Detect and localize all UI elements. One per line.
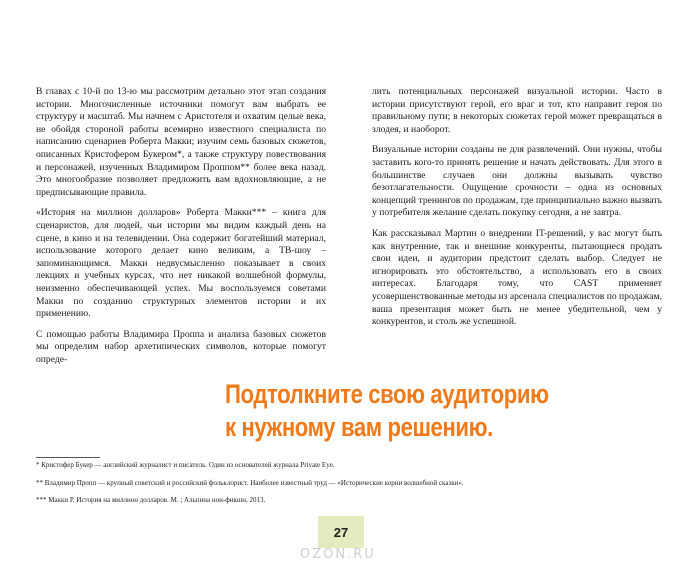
ozon-watermark (300, 547, 376, 562)
left-text-column (36, 86, 326, 374)
headline-line-2: к нужному вам решению. (225, 412, 493, 442)
right-text-column (372, 86, 662, 337)
footnote-3: *** Макки Р. История на миллион долларов. М. ; Альпина нон-фикшн, 2013. (36, 496, 266, 504)
page-number (318, 516, 364, 548)
right-paragraph-1: лить потенциальных персонажей визуальной истории. Часто в истории присутствуют герой, его враг и тот, кто направит героя по правильному пути; в некоторых сюжетах герой может превращаться в злодея, и наоборот. (372, 86, 662, 135)
right-paragraph-2: Визуальные истории созданы не для развлечений. Они нужны, чтобы заставить кого-то принять решение и начать действовать. Для этого в большинстве случаев они должны вызывать чувство безотлагательности. Ощущение срочности – одна из основных концепций тренингов по продажам, где принципиально важно вызвать у потребителя желание сделать покупку сегодня, а не завтра. (372, 144, 662, 219)
headline-line-1: Подтолкните свою аудиторию (225, 379, 549, 409)
footnote-2: ** Владимир Пропп — крупный советский и российский фольклорист. Наиболее известный труд — «Исторические корни волшебной сказки». (36, 478, 464, 487)
pull-quote-headline (225, 378, 549, 444)
footnote-divider (36, 457, 100, 458)
page-number-label: 27 (333, 524, 349, 540)
right-paragraph-3: Как рассказывал Мартин о внедрении IT-решений, у вас могут быть как внутренние, так и внешние конкуренты, пытающиеся продать свои идеи, и аудитории предстоит сделать выбор. Следует не игнорировать это обстоятельство, а использовать его в своих интересах. Благодаря тому, что CAST применяет усовершенствованные методы из арсенала специалистов по продажам, ваша презентация может быть не менее убедительной, чем у конкурентов, и столь же успешной. (372, 227, 662, 328)
footnotes (36, 461, 506, 514)
watermark-dot: . (347, 547, 354, 562)
footnote-1: * Кристофер Букер — английский журналист и писатель. Один из основателей журнала Private Eye. (36, 461, 335, 469)
left-paragraph-2: «История на миллион долларов» Роберта Макки*** – книга для сценаристов, для людей, чьи истории мы видим каждый день на сцене, в кино и на телевидении. Она содержит богатейший материал, использование которого делает кино великим, а ТВ-шоу – запоминающимся. Макки недвусмысленно показывает в своих лекциях и учебных курсах, что нет никакой волшебной формулы, неизменно обеспечивающей успех. Мы воспользуемся советами Макки по созданию структурных элементов истории и их применению. (36, 207, 326, 320)
watermark-left: OZON (300, 547, 348, 562)
watermark-right: RU (353, 547, 376, 562)
left-paragraph-3: С помощью работы Владимира Проппа и анализа базовых сюжетов мы определим набор архетипических символов, которые помогут опреде- (36, 328, 326, 365)
left-paragraph-1: В главах с 10-й по 13-ю мы рассмотрим детально этот этап создания истории. Многочисленные источники помогут вам выбрать ее структуру и масштаб. Мы начнем с Аристотеля и охватим целые века, не обойдя стороной работы всемирно известного специалиста по написанию сценариев Роберта Макки; изучим семь базовых сюжетов, описанных Кристофером Букером*, а также структуру повествования и персонажей, изученных Владимиром Проппом** более века назад. Это многообразие позволяет предложить вам вдохновляющие, а не предписывающие правила. (36, 86, 326, 198)
